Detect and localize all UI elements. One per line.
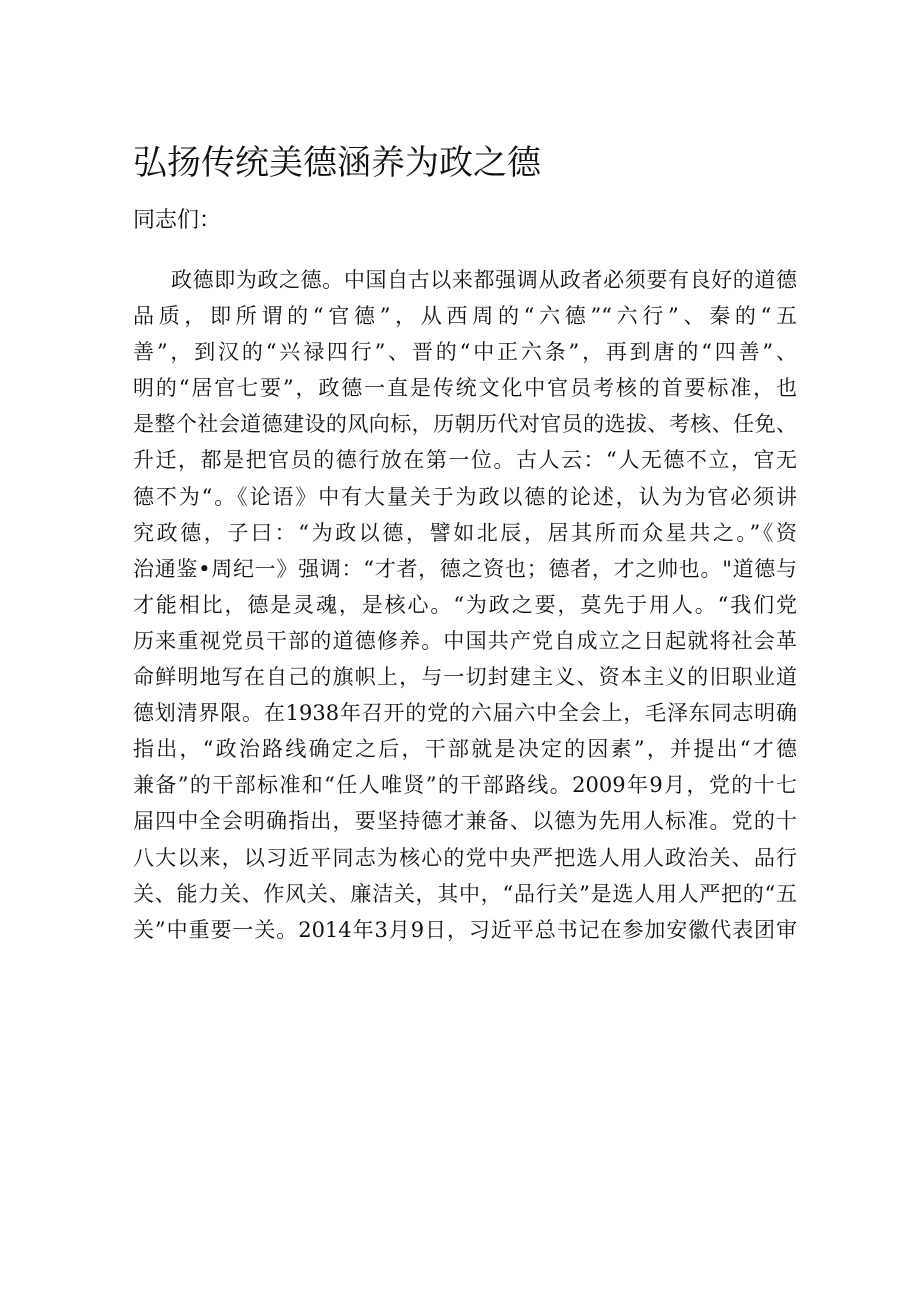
body-line: 是整个社会道德建设的风向标，历朝历代对官员的选拔、考核、任免、	[133, 412, 797, 437]
body-line: 德划清界限。在1938年召开的党的六届六中全会上，毛泽东同志明确	[133, 701, 797, 726]
body-line: 升迁，都是把官员的德行放在第一位。古人云：“人无德不立，官无	[133, 448, 797, 473]
body-line: 关”中重要一关。2014年3月9日，习近平总书记在参加安徽代表团审	[133, 917, 797, 942]
body-line: 届四中全会明确指出，要坚持德才兼备、以德为先用人标准。党的十	[133, 809, 797, 834]
salutation: 同志们：	[133, 208, 222, 233]
body-line: 德不为“。《论语》中有大量关于为政以德的论述，认为为官必须讲	[133, 484, 797, 509]
body-line: 善”，到汉的“兴禄四行”、晋的“中正六条”，再到唐的“四善”、	[133, 340, 797, 365]
body-line: 品质，即所谓的“官德”，从西周的“六德”“六行”、秦的“五	[133, 304, 797, 329]
body-line: 政德即为政之德。中国自古以来都强调从政者必须要有良好的道德	[171, 268, 797, 292]
body-line: 兼备”的干部标准和“任人唯贤”的干部路线。2009年9月，党的十七	[133, 773, 797, 798]
body-line: 究政德，子曰：“为政以德，譬如北辰，居其所而众星共之。”《资	[133, 520, 797, 545]
body-line: 指出，“政治路线确定之后，干部就是决定的因素”，并提出“才德	[133, 737, 797, 762]
body-line: 治通鉴•周纪一》强调：“才者，德之资也；德者，才之帅也。"道德与	[133, 556, 797, 581]
body-line: 明的“居官七要”，政德一直是传统文化中官员考核的首要标准，也	[133, 376, 797, 401]
body-line: 历来重视党员干部的道德修养。中国共产党自成立之日起就将社会革	[133, 628, 797, 653]
body-line: 关、能力关、作风关、廉洁关，其中，“品行关”是选人用人严把的“五	[133, 881, 797, 906]
document-title: 弘扬传统美德涵养为政之德	[133, 143, 541, 183]
body-line: 八大以来，以习近平同志为核心的党中央严把选人用人政治关、品行	[133, 845, 797, 870]
body-paragraph	[133, 262, 797, 948]
body-line: 才能相比，德是灵魂，是核心。“为政之要，莫先于用人。“我们党	[133, 592, 797, 617]
body-line: 命鲜明地写在自己的旗帜上，与一切封建主义、资本主义的旧职业道	[133, 665, 797, 690]
